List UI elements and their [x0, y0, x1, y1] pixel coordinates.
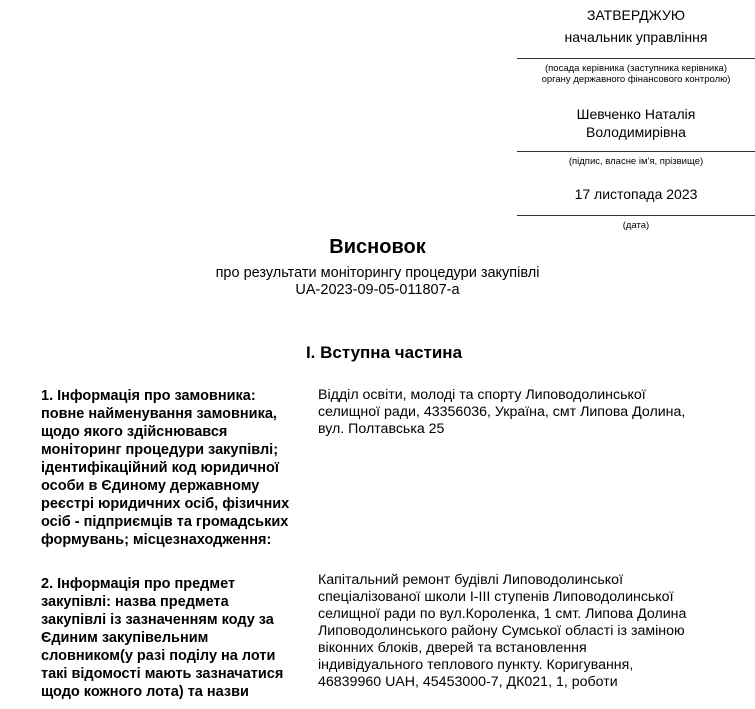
subject-info-label	[41, 575, 309, 701]
signature-line	[517, 151, 755, 152]
approver-name	[517, 105, 755, 141]
date-note: (дата)	[622, 220, 650, 231]
value-line: селищної ради по вул.Короленка, 1 смт. Липова Долина	[318, 606, 687, 622]
label-line: закупівлі із зазначенням коду за	[41, 612, 274, 628]
label-line: моніторинг процедури закупівлі;	[41, 442, 279, 458]
label-line: повне найменування замовника,	[41, 406, 277, 422]
subject-info-value	[318, 572, 718, 691]
customer-info-value	[318, 387, 718, 438]
label-line: формувань; місцезнаходження:	[41, 532, 272, 548]
label-line: 2. Інформація про предмет	[41, 576, 236, 592]
customer-info-label	[41, 387, 309, 549]
value-line: Капітальний ремонт будівлі Липоводолинської	[318, 572, 624, 588]
document-title: Висновок	[329, 236, 426, 258]
approver-position: начальник управління	[564, 29, 708, 45]
value-line: віконних блоків, дверей та встановлення	[318, 640, 587, 656]
label-line: Єдиним закупівельним	[41, 630, 209, 646]
label-line: закупівлі: назва предмета	[41, 594, 229, 610]
subtitle-text: про результати моніторингу процедури закупівлі	[215, 265, 540, 281]
document-subtitle	[0, 265, 755, 299]
label-line: щодо якого здійснювався	[41, 424, 228, 440]
label-line: 1. Інформація про замовника:	[41, 388, 256, 404]
label-line: словником(у разі поділу на лоти	[41, 648, 276, 664]
label-line: ідентифікаційний код юридичної	[41, 460, 279, 476]
label-line: особи в Єдиному державному	[41, 478, 260, 494]
value-line: індивідуального теплового пункту. Коригування,	[318, 657, 634, 673]
value-line: Відділ освіти, молоді та спорту Липоводолинської	[318, 387, 646, 403]
value-line: вул. Полтавська 25	[318, 421, 445, 437]
approver-name-line-1: Шевченко Наталія	[576, 106, 696, 122]
date-line	[517, 215, 755, 216]
approver-name-line-2: Володимирівна	[586, 124, 686, 140]
value-line: Липоводолинського району Сумської області із заміною	[318, 623, 685, 639]
position-line	[517, 58, 755, 59]
approval-heading: ЗАТВЕРДЖУЮ	[586, 7, 686, 23]
label-line: такі відомості мають зазначатися	[41, 666, 284, 682]
position-note-2: органу державного фінансового контролю)	[541, 74, 731, 85]
value-line: 46839960 UAH, 45453000-7, ДК021, 1, роботи	[318, 674, 618, 690]
label-line: реєстрі юридичних осіб, фізичних	[41, 496, 290, 512]
label-line: щодо кожного лота) та назви	[41, 684, 249, 700]
section-heading: I. Вступна частина	[305, 343, 463, 362]
value-line: спеціалізованої школи І-ІІІ ступенів Липоводолинської	[318, 589, 674, 605]
value-line: селищної ради, 43356036, Україна, смт Липова Долина,	[318, 404, 686, 420]
position-note-1: (посада керівника (заступника керівника)	[544, 63, 728, 74]
label-line: осіб - підприємців та громадських	[41, 514, 289, 530]
approval-date: 17 листопада 2023	[574, 186, 698, 202]
procurement-id: UA-2023-09-05-011807-a	[295, 282, 460, 298]
signature-note: (підпис, власне ім'я, прізвище)	[568, 156, 704, 167]
